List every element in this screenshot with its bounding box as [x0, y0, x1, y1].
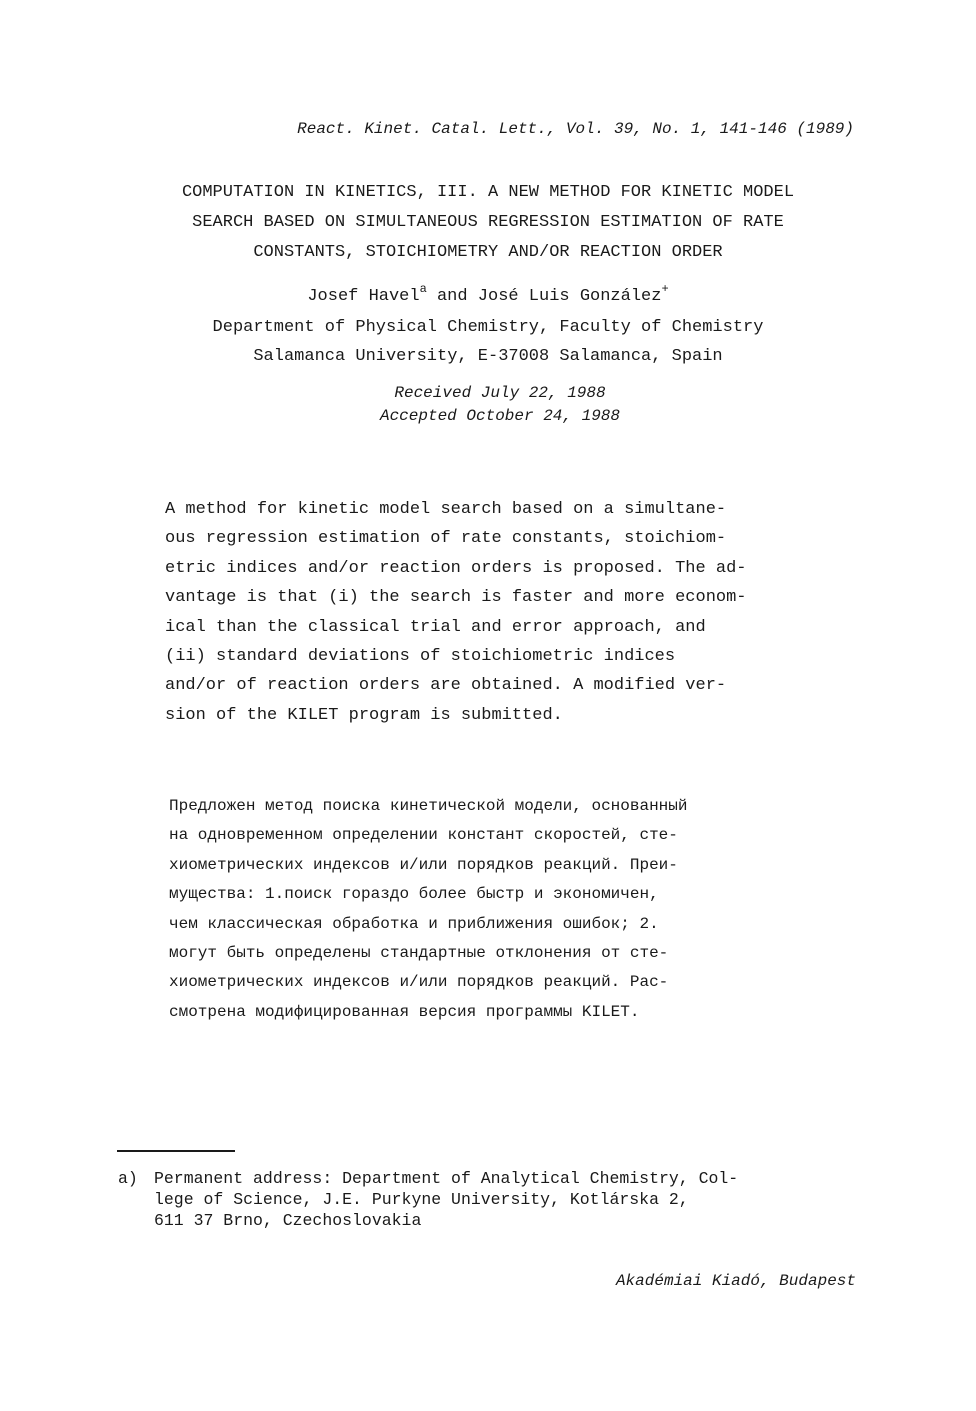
footnote-line: Permanent address: Department of Analytical Chemistry, Col-: [154, 1169, 739, 1188]
title-line: COMPUTATION IN KINETICS, III. A NEW METHOD FOR KINETIC MODEL: [181, 183, 795, 202]
affiliation-mark: a: [419, 282, 427, 296]
journal-reference: React. Kinet. Catal. Lett., Vol. 39, No. 1, 141-146 (1989): [297, 120, 854, 138]
author-name: Josef Havel: [307, 287, 420, 306]
affiliation-line: Salamanca University, E-37008 Salamanca, Spain: [253, 347, 723, 366]
footnote-divider: [117, 1150, 235, 1152]
affiliation-mark: +: [661, 282, 669, 296]
abstract-line: sion of the KILET program is submitted.: [165, 705, 563, 725]
abstract-line: etric indices and/or reaction orders is proposed. The ad-: [165, 558, 747, 578]
abstract-line: (ii) standard deviations of stoichiometric indices: [165, 647, 676, 667]
abstract-line: мущества: 1.поиск гораздо более быстр и экономичен,: [169, 885, 659, 904]
affiliation-line: Department of Physical Chemistry, Faculty of Chemistry: [212, 318, 764, 337]
abstract-line: чем классическая обработка и приближения ошибок; 2.: [169, 914, 659, 933]
publisher-imprint: Akadémiai Kiadó, Budapest: [615, 1272, 856, 1290]
footnote-line: 611 37 Brno, Czechoslovakia: [154, 1211, 422, 1230]
abstract-line: хиометрических индексов и/или порядков реакций. Рас-: [169, 973, 669, 992]
abstract-russian: [169, 792, 849, 1027]
abstract-line: vantage is that (i) the search is faster and more econom-: [165, 588, 747, 608]
abstract-line: ical than the classical trial and error approach, and: [165, 617, 706, 637]
abstract-line: смотрена модифицированная версия программы KILET.: [169, 1002, 640, 1021]
abstract-english: [165, 495, 845, 730]
abstract-line: могут быть определены стандартные отклонения от сте-: [169, 944, 669, 963]
abstract-line: ous regression estimation of rate constants, stoichiom-: [165, 529, 727, 549]
author-line: [0, 282, 976, 306]
affiliation: [0, 313, 976, 371]
abstract-line: Предложен метод поиска кинетической модели, основанный: [169, 797, 688, 815]
author-conjunction: and: [436, 287, 468, 306]
abstract-line: A method for kinetic model search based on a simultane-: [165, 500, 727, 519]
footnote: [118, 1168, 738, 1231]
accepted-date: Accepted October 24, 1988: [379, 407, 621, 425]
submission-dates: [0, 382, 976, 428]
author-name: José Luis González: [477, 287, 662, 306]
abstract-line: and/or of reaction orders are obtained. A modified ver-: [165, 676, 727, 696]
footnote-line: lege of Science, J.E. Purkyne University, Kotlárska 2,: [154, 1190, 689, 1209]
paper-title: [0, 178, 976, 268]
footnote-mark: a): [118, 1169, 138, 1188]
title-line: CONSTANTS, STOICHIOMETRY AND/OR REACTION ORDER: [253, 243, 723, 262]
abstract-line: на одновременном определении констант скоростей, сте-: [169, 826, 678, 845]
received-date: Received July 22, 1988: [394, 384, 606, 402]
title-line: SEARCH BASED ON SIMULTANEOUS REGRESSION ESTIMATION OF RATE: [192, 213, 784, 232]
abstract-line: хиометрических индексов и/или порядков реакций. Преи-: [169, 855, 678, 874]
